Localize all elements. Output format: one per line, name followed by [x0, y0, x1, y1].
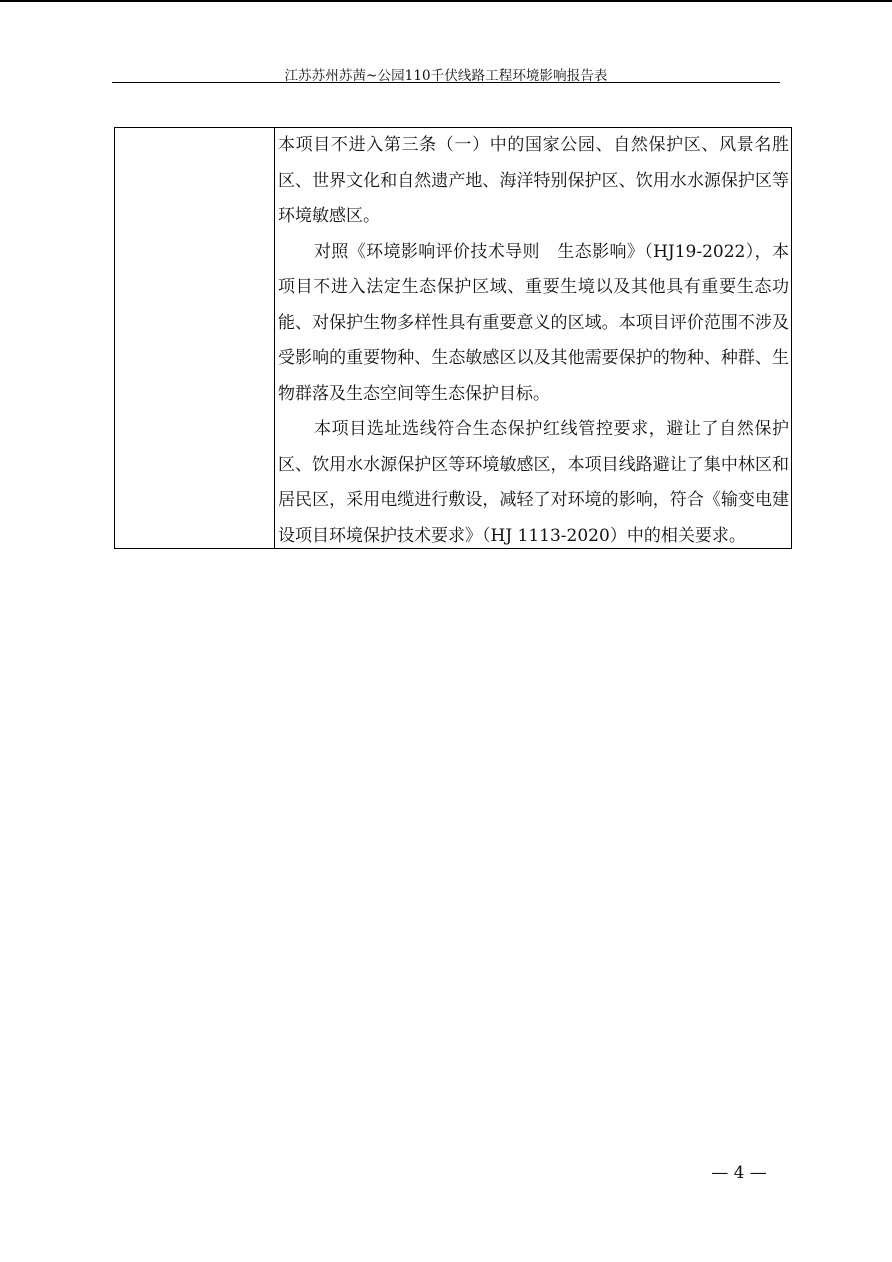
table-text-cell — [275, 128, 791, 548]
content-table — [114, 127, 792, 549]
paragraph-ecological-guideline: 对照《环境影响评价技术导则 生态影响》（HJ19-2022），本项目不进入法定生态保护区域、重要生境以及其他具有重要生态功能、对保护生物多样性具有重要意义的区域。本项目评价范围不涉及受影响的重要物种、生态敏感区以及其他需要保护的物种、种群、生物群落及生态空间等生态保护目标。 — [278, 241, 789, 404]
paragraph-site-selection: 本项目选址选线符合生态保护红线管控要求，避让了自然保护区、饮用水水源保护区等环境敏感区，本项目线路避让了集中林区和居民区，采用电缆进行敷设，减轻了对环境的影响，符合《输变电建设项目环境保护技术要求》（HJ 1113-2020）中的相关要求。 — [278, 419, 789, 546]
table-label-cell — [115, 128, 275, 548]
document-header-title: 江苏苏州苏茜~公园110千伏线路工程环境影响报告表 — [284, 68, 608, 84]
page-top-border — [0, 0, 892, 2]
header-divider — [112, 82, 780, 83]
paragraph-sensitive-areas: 本项目不进入第三条（一）中的国家公园、自然保护区、风景名胜区、世界文化和自然遗产地、海洋特别保护区、饮用水水源保护区等环境敏感区。 — [278, 135, 789, 226]
page-number: — 4 — — [711, 1163, 767, 1183]
